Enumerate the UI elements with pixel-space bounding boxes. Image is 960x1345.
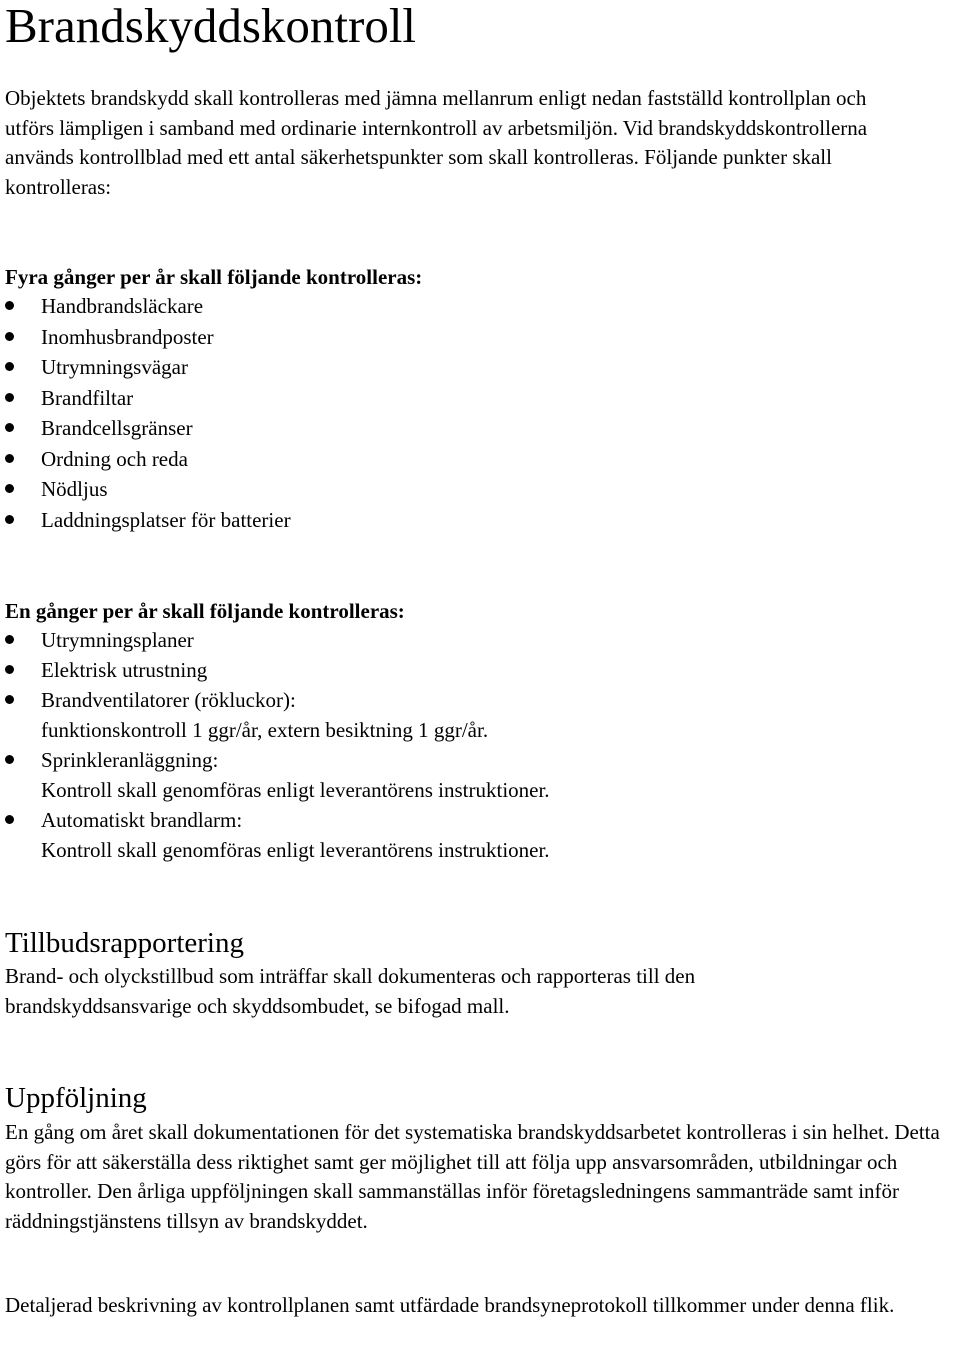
bullet-icon bbox=[5, 755, 14, 764]
list-item: Sprinkleranläggning: Kontroll skall genomföras enligt leverantörens instruktioner. bbox=[5, 745, 550, 805]
list-item: Inomhusbrandposter bbox=[5, 322, 291, 353]
quarterly-heading: Fyra gånger per år skall följande kontrolleras: bbox=[5, 265, 423, 289]
tillbud-paragraph: Brand- och olyckstillbud som inträffar skall dokumenteras och rapporteras till den brandskyddsansvarige och skyddsombudet, se bifogad mall. bbox=[5, 964, 696, 1018]
list-item: Brandfiltar bbox=[5, 383, 291, 414]
list-item: Utrymningsvägar bbox=[5, 352, 291, 383]
bullet-icon bbox=[5, 635, 14, 644]
bullet-icon bbox=[5, 515, 14, 524]
list-item: Automatiskt brandlarm: Kontroll skall genomföras enligt leverantörens instruktioner. bbox=[5, 805, 550, 865]
quarterly-list bbox=[5, 291, 291, 535]
bullet-icon bbox=[5, 815, 14, 824]
bullet-icon bbox=[5, 423, 14, 432]
page-title: Brandskyddskontroll bbox=[5, 0, 417, 53]
list-item: Brandventilatorer (rökluckor): funktionskontroll 1 ggr/år, extern besiktning 1 ggr/år. bbox=[5, 685, 550, 745]
bullet-icon bbox=[5, 393, 14, 402]
list-item: Ordning och reda bbox=[5, 444, 291, 475]
tillbud-heading: Tillbudsrapportering bbox=[5, 927, 244, 959]
yearly-list bbox=[5, 625, 550, 865]
list-item-detail: Kontroll skall genomföras enligt leverantörens instruktioner. bbox=[41, 838, 550, 862]
uppfoljning-paragraph: En gång om året skall dokumentationen för det systematiska brandskyddsarbetet kontrolleras i sin helhet. Detta görs för att säkerställa dess riktighet samt ger möjlighet till att följa upp ansvarsområden, utbildningar och kontroller. Den årliga uppföljningen skall sammanställas inför företagsledningens sammanträde samt inför räddningstjänstens tillsyn av brandskyddet. bbox=[5, 1120, 940, 1233]
bullet-icon bbox=[5, 454, 14, 463]
list-item-detail: funktionskontroll 1 ggr/år, extern besiktning 1 ggr/år. bbox=[41, 718, 489, 742]
yearly-heading: En gånger per år skall följande kontrolleras: bbox=[5, 599, 405, 623]
list-item-detail: Kontroll skall genomföras enligt leverantörens instruktioner. bbox=[41, 778, 550, 802]
uppfoljning-heading: Uppföljning bbox=[5, 1082, 147, 1114]
footer-note: Detaljerad beskrivning av kontrollplanen samt utfärdade brandsyneprotokoll tillkommer under denna flik. bbox=[5, 1293, 895, 1317]
bullet-icon bbox=[5, 695, 14, 704]
bullet-icon bbox=[5, 332, 14, 341]
bullet-icon bbox=[5, 484, 14, 493]
list-item: Nödljus bbox=[5, 474, 291, 505]
bullet-icon bbox=[5, 362, 14, 371]
list-item: Laddningsplatser för batterier bbox=[5, 505, 291, 536]
list-item: Brandcellsgränser bbox=[5, 413, 291, 444]
list-item: Elektrisk utrustning bbox=[5, 655, 550, 685]
bullet-icon bbox=[5, 301, 14, 310]
intro-paragraph: Objektets brandskydd skall kontrolleras med jämna mellanrum enligt nedan fastställd kontrollplan och utförs lämpligen i samband med ordinarie internkontroll av arbetsmiljön. Vid brandskyddskontrollerna används kontrollblad med ett antal säkerhetspunkter som skall kontrolleras. Följande punkter skall kontrolleras: bbox=[5, 86, 868, 199]
bullet-icon bbox=[5, 665, 14, 674]
list-item: Utrymningsplaner bbox=[5, 625, 550, 655]
list-item: Handbrandsläckare bbox=[5, 291, 291, 322]
